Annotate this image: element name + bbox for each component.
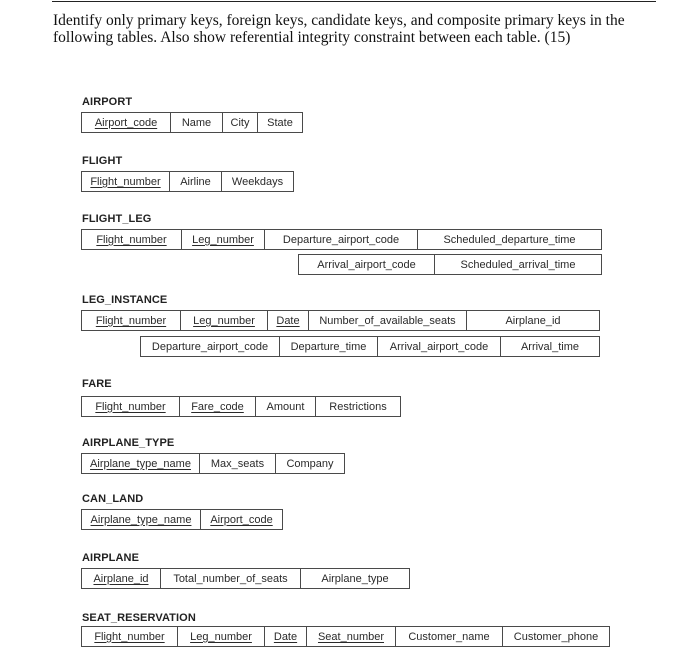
column-seat-reservation-leg-number: Leg_number <box>178 626 265 647</box>
column-flight-leg-arrival-airport-code: Arrival_airport_code <box>298 254 435 275</box>
column-flight-leg-scheduled-arrival-time: Scheduled_arrival_time <box>435 254 602 275</box>
column-leg-instance-departure-airport-code: Departure_airport_code <box>140 336 280 357</box>
column-leg-instance-arrival-time: Arrival_time <box>501 336 600 357</box>
column-flight-leg-scheduled-departure-time: Scheduled_departure_time <box>418 229 602 250</box>
column-flight-leg-flight-number: Flight_number <box>81 229 182 250</box>
column-flight-airline: Airline <box>170 171 222 192</box>
table-name-flight-leg: FLIGHT_LEG <box>82 213 152 225</box>
column-seat-reservation-date: Date <box>265 626 307 647</box>
column-leg-instance-number-of-available-seats: Number_of_available_seats <box>309 310 467 331</box>
column-airport-state: State <box>258 112 303 133</box>
table-name-airport: AIRPORT <box>82 96 133 108</box>
column-can-land-airplane-type-name: Airplane_type_name <box>81 509 201 530</box>
column-seat-reservation-customer-name: Customer_name <box>396 626 503 647</box>
table-name-leg-instance: LEG_INSTANCE <box>82 294 168 306</box>
column-flight-leg-departure-airport-code: Departure_airport_code <box>265 229 418 250</box>
column-airplane-airplane-type: Airplane_type <box>301 568 410 589</box>
column-leg-instance-departure-time: Departure_time <box>280 336 378 357</box>
column-flight-flight-number: Flight_number <box>81 171 170 192</box>
column-leg-instance-flight-number: Flight_number <box>81 310 181 331</box>
column-airport-name: Name <box>171 112 223 133</box>
column-fare-restrictions: Restrictions <box>316 396 401 417</box>
column-seat-reservation-customer-phone: Customer_phone <box>503 626 610 647</box>
column-fare-amount: Amount <box>256 396 316 417</box>
column-airplane-type-max-seats: Max_seats <box>200 453 276 474</box>
column-airplane-total-number-of-seats: Total_number_of_seats <box>161 568 301 589</box>
top-rule <box>52 1 656 2</box>
column-leg-instance-arrival-airport-code: Arrival_airport_code <box>378 336 501 357</box>
table-name-flight: FLIGHT <box>82 155 123 167</box>
column-airplane-type-airplane-type-name: Airplane_type_name <box>81 453 200 474</box>
column-can-land-airport-code: Airport_code <box>201 509 283 530</box>
table-name-fare: FARE <box>82 378 112 390</box>
column-airport-city: City <box>223 112 258 133</box>
column-fare-flight-number: Flight_number <box>81 396 180 417</box>
table-name-seat-reservation: SEAT_RESERVATION <box>82 612 196 624</box>
column-flight-leg-leg-number: Leg_number <box>182 229 265 250</box>
column-leg-instance-leg-number: Leg_number <box>181 310 268 331</box>
column-flight-weekdays: Weekdays <box>222 171 294 192</box>
column-airport-airport-code: Airport_code <box>81 112 171 133</box>
column-leg-instance-airplane-id: Airplane_id <box>467 310 600 331</box>
column-fare-fare-code: Fare_code <box>180 396 256 417</box>
column-leg-instance-date: Date <box>268 310 309 331</box>
table-name-airplane: AIRPLANE <box>82 552 140 564</box>
column-seat-reservation-seat-number: Seat_number <box>307 626 396 647</box>
table-name-can-land: CAN_LAND <box>82 493 144 505</box>
column-airplane-airplane-id: Airplane_id <box>81 568 161 589</box>
table-name-airplane-type: AIRPLANE_TYPE <box>82 437 175 449</box>
question-text: Identify only primary keys, foreign keys, candidate keys, and composite primary keys in the following tables. Also show referential integrity constraint between each table. (15) <box>53 12 625 46</box>
column-seat-reservation-flight-number: Flight_number <box>81 626 178 647</box>
column-airplane-type-company: Company <box>276 453 345 474</box>
